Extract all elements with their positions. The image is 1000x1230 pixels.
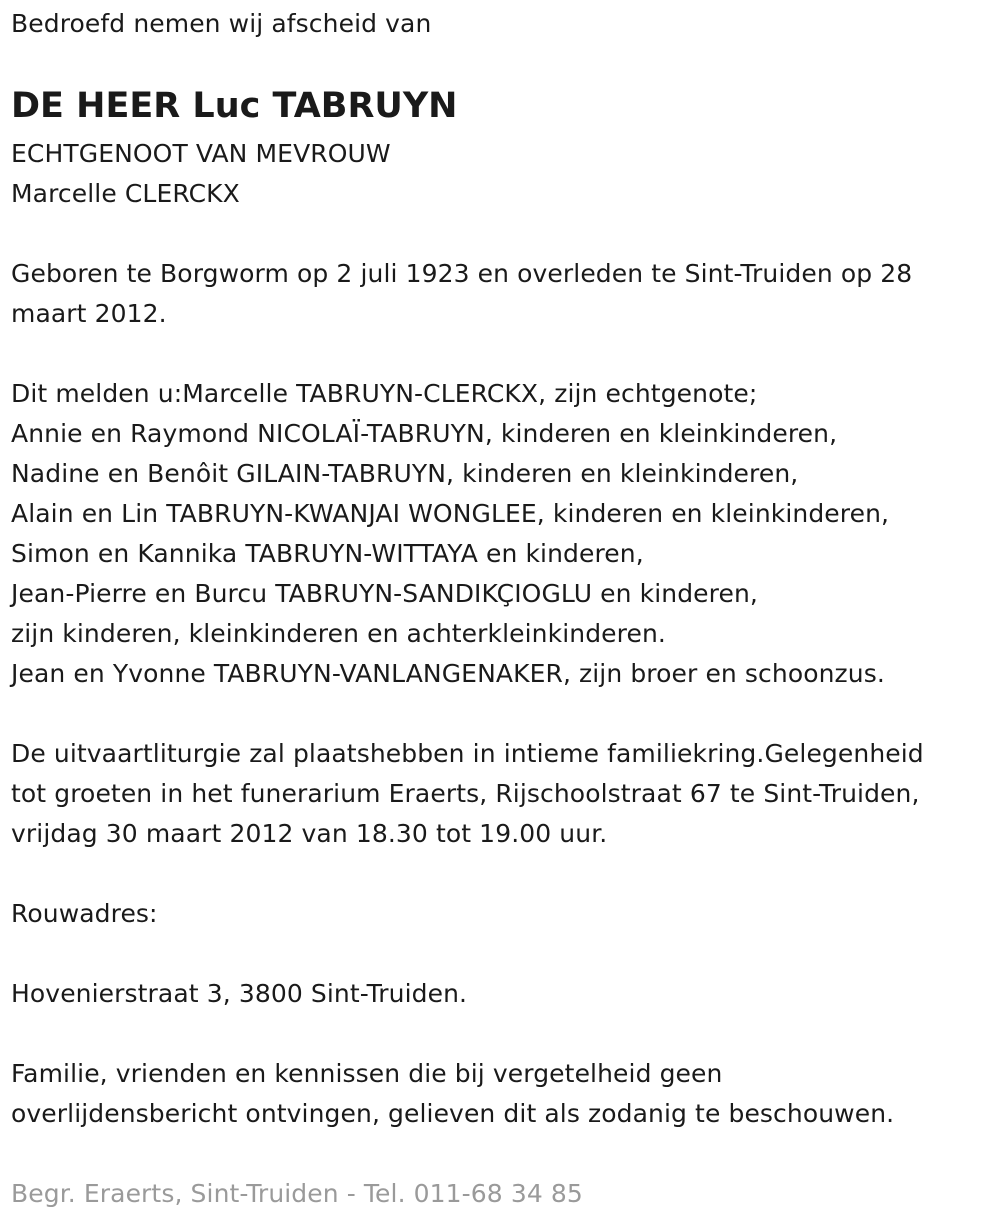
address-block bbox=[11, 974, 467, 1014]
spouse-block bbox=[11, 134, 391, 214]
ceremony-line: vrijdag 30 maart 2012 van 18.30 tot 19.00 uur. bbox=[11, 819, 608, 848]
family-line: Annie en Raymond NICOLAÏ-TABRUYN, kinderen en kleinkinderen, bbox=[11, 419, 838, 448]
birth-death-line: maart 2012. bbox=[11, 299, 167, 328]
address-text: Hovenierstraat 3, 3800 Sint-Truiden. bbox=[11, 979, 468, 1008]
funeral-home-footer: Begr. Eraerts, Sint-Truiden - Tel. 011-68 34 85 bbox=[11, 1179, 583, 1208]
family-line: Alain en Lin TABRUYN-KWANJAI WONGLEE, kinderen en kleinkinderen, bbox=[11, 499, 890, 528]
spouse-line: ECHTGENOOT VAN MEVROUW bbox=[11, 139, 391, 168]
intro-text: Bedroefd nemen wij afscheid van bbox=[11, 9, 432, 38]
family-list bbox=[11, 374, 889, 694]
family-line: Dit melden u:Marcelle TABRUYN-CLERCKX, zijn echtgenote; bbox=[11, 379, 758, 408]
family-line: Simon en Kannika TABRUYN-WITTAYA en kinderen, bbox=[11, 539, 644, 568]
closing-line: overlijdensbericht ontvingen, gelieven dit als zodanig te beschouwen. bbox=[11, 1099, 895, 1128]
birth-death-block bbox=[11, 254, 912, 334]
closing-line: Familie, vrienden en kennissen die bij vergetelheid geen bbox=[11, 1059, 723, 1088]
ceremony-line: tot groeten in het funerarium Eraerts, Rijschoolstraat 67 te Sint-Truiden, bbox=[11, 779, 920, 808]
closing-block bbox=[11, 1054, 894, 1134]
deceased-name: DE HEER Luc TABRUYN bbox=[11, 86, 458, 126]
birth-death-line: Geboren te Borgworm op 2 juli 1923 en overleden te Sint-Truiden op 28 bbox=[11, 259, 913, 288]
spouse-name: Marcelle CLERCKX bbox=[11, 179, 240, 208]
address-label-block bbox=[11, 894, 158, 934]
family-line: Jean en Yvonne TABRUYN-VANLANGENAKER, zijn broer en schoonzus. bbox=[11, 659, 885, 688]
family-line: Nadine en Benôit GILAIN-TABRUYN, kinderen en kleinkinderen, bbox=[11, 459, 799, 488]
family-line: Jean-Pierre en Burcu TABRUYN-SANDIKÇIOGLU en kinderen, bbox=[11, 579, 758, 608]
ceremony-block bbox=[11, 734, 924, 854]
ceremony-line: De uitvaartliturgie zal plaatshebben in intieme familiekring.Gelegenheid bbox=[11, 739, 924, 768]
family-line: zijn kinderen, kleinkinderen en achterkleinkinderen. bbox=[11, 619, 666, 648]
address-label: Rouwadres: bbox=[11, 899, 158, 928]
